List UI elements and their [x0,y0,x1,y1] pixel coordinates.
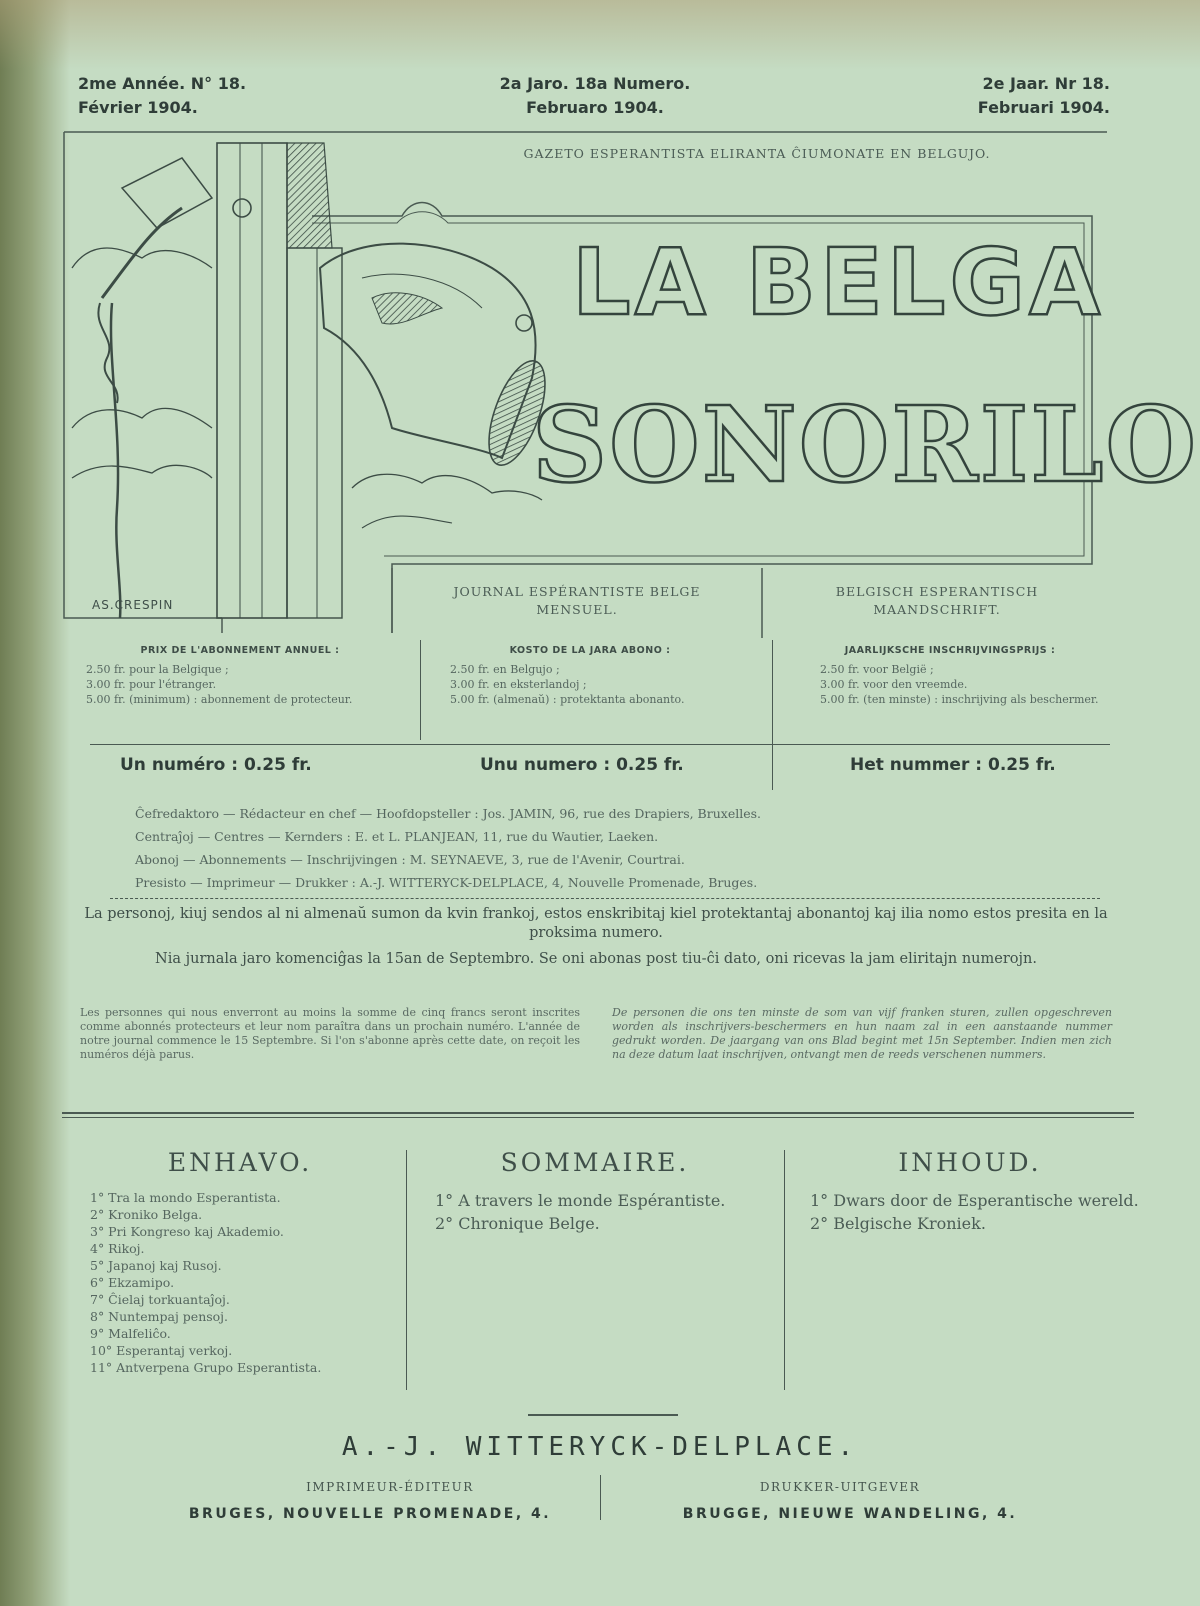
pricing-fr-line: 3.00 fr. pour l'étranger. [86,678,217,691]
toc-item: 2° Belgische Kroniek. [810,1214,986,1233]
toc-item: 10° Esperantaj verkoj. [90,1343,233,1358]
pricing-fr-line: 2.50 fr. pour la Belgique ; [86,663,229,676]
divider [62,1112,1134,1114]
subtitle-fr: JOURNAL ESPÉRANTISTE BELGE MENSUEL. [453,584,701,617]
pricing-eo-line: 3.00 fr. en eksterlandoj ; [450,678,587,691]
notice-eo-2: Nia jurnala jaro komenciĝas la 15an de Septembro. Se oni abonas post tiu-ĉi dato, oni ricevas la jam eliritajn numerojn. [155,951,1037,967]
pricing-eo-title: KOSTO DE LA JARA ABONO : [509,645,671,656]
masthead-title-line1: LA BELGA [572,229,1105,336]
pricing-nl-line: 3.00 fr. voor den vreemde. [820,678,968,691]
toc-item: 5° Japanoj kaj Rusoj. [90,1258,222,1273]
toc-item: 1° A travers le monde Espérantiste. [435,1191,726,1210]
toc-fr-list [425,1189,765,1235]
divider [62,1117,1134,1118]
column-divider [406,1150,407,1390]
binding-shadow [0,0,70,1606]
pricing-nl [790,645,1110,707]
pricing-eo-line: 5.00 fr. (almenaŭ) : protektanta abonanto. [450,693,685,706]
paper-stain [0,0,1200,70]
pricing-nl-line: 2.50 fr. voor België ; [820,663,934,676]
bell-lever [122,158,212,228]
issue-info-fr [78,72,246,120]
toc-item: 4° Rikoj. [90,1241,145,1256]
toc-nl-heading: INHOUD. [898,1148,1042,1177]
toc-eo-list [80,1189,400,1376]
toc-item: 2° Chronique Belge. [435,1214,600,1233]
toc-eo-heading: ENHAVO. [167,1148,313,1177]
toc-fr-heading: SOMMAIRE. [500,1148,690,1177]
toc-eo [80,1148,400,1376]
masthead-tagline: GAZETO ESPERANTISTA ELIRANTA ĈIUMONATE EN BELGUJO. [523,146,991,161]
column-divider [784,1150,785,1390]
single-price-eo: Unu numero : 0.25 fr. [480,755,684,775]
staff-subscriptions: Abonoj — Abonnements — Inschrijvingen : M. SEYNAEVE, 3, rue de l'Avenir, Courtrai. [135,852,685,867]
pricing-nl-line: 5.00 fr. (ten minste) : inschrijving als beschermer. [820,693,1099,706]
pricing-fr-line: 5.00 fr. (minimum) : abonnement de protecteur. [86,693,353,706]
toc-fr [425,1148,765,1235]
issue-number-fr: 2me Année. N° 18. [78,74,247,93]
issue-number-eo: 2a Jaro. 18a Numero. [499,74,691,93]
pricing-eo [430,645,750,707]
staff-printer: Presisto — Imprimeur — Drukker : A.-J. WITTERYCK-DELPLACE, 4, Nouvelle Promenade, Bruges. [135,875,758,890]
pricing-nl-title: JAARLIJKSCHE INSCHRIJVINGSPRIJS : [844,645,1056,656]
issue-date-fr: Février 1904. [78,98,198,117]
masthead [62,128,1199,638]
column-divider [600,1475,601,1520]
issue-date-nl: Februari 1904. [977,98,1110,117]
toc-item: 1° Tra la mondo Esperantista. [90,1190,281,1205]
toc-item: 11° Antverpena Grupo Esperantista. [90,1360,322,1375]
issue-date-eo: Februaro 1904. [526,98,664,117]
divider [110,898,1100,899]
artist-signature: AS.CRESPIN [92,598,174,612]
toc-item: 2° Kroniko Belga. [90,1207,203,1222]
pricing-fr-lines [80,662,400,707]
subtitle-nl: BELGISCH ESPERANTISCH MAANDSCHRIFT. [835,584,1039,617]
printer-address-nl: BRUGGE, NIEUWE WANDELING, 4. [682,1506,1018,1522]
toc-nl-list [800,1189,1140,1235]
notice-nl: De personen die ons ten minste de som van vijf franken sturen, zullen opgeschreven worden als inschrijvers-beschermers en hun naam zal in een aanstaande nummer gedrukt worden. De jaargang van ons Blad begint met 15n September. Indien men zich na deze datum laat inschrijven, ontvangt men de reeds verschenen nummers. [612,1006,1112,1061]
printer-role-nl: DRUKKER-UITGEVER [759,1480,921,1494]
single-price-nl: Het nummer : 0.25 fr. [850,755,1056,775]
printer-name: A.-J. WITTERYCK-DELPLACE. [341,1432,859,1462]
notice-eo-1: La personoj, kiuj sendos al ni almenaŭ sumon da kvin frankoj, estos enskribitaj kiel protektantaj abonantoj kaj ilia nomo estos presita en la proksima numero. [84,906,1108,941]
pricing-nl-lines [790,662,1110,707]
column-divider [420,640,421,740]
printer-role-fr: IMPRIMEUR-ÉDITEUR [306,1480,474,1494]
toc-item: 7° Ĉielaj torkuantaĵoj. [90,1292,230,1307]
divider [528,1414,678,1416]
notice-fr: Les personnes qui nous enverront au moins la somme de cinq francs seront inscrites comme abonnés protecteurs et leur nom paraîtra dans un prochain numéro. L'année de notre journal commence le 15 Septembre. Si l'on s'abonne après cette date, on reçoit les numéros déjà parus. [80,1006,580,1061]
staff-editor: Ĉefredaktoro — Rédacteur en chef — Hoofdopsteller : Jos. JAMIN, 96, rue des Drapiers, Bruxelles. [135,806,762,821]
bell-icon [320,244,556,473]
wooden-post [217,143,287,618]
staff-centres: Centraĵoj — Centres — Kernders : E. et L. PLANJEAN, 11, rue du Wautier, Laeken. [135,829,659,844]
divider [90,744,1110,745]
column-divider [772,640,773,790]
masthead-title-line2: SONORILO [532,383,1199,506]
toc-item: 3° Pri Kongreso kaj Akademio. [90,1224,284,1239]
issue-info-eo [490,72,700,120]
issue-info-nl [940,72,1110,120]
toc-item: 6° Ekzamipo. [90,1275,175,1290]
pricing-eo-line: 2.50 fr. en Belgujo ; [450,663,560,676]
toc-item: 9° Malfeliĉo. [90,1326,171,1341]
printer-address-fr: BRUGES, NOUVELLE PROMENADE, 4. [188,1506,552,1522]
pricing-fr [80,645,400,707]
single-price-fr: Un numéro : 0.25 fr. [120,755,312,775]
pricing-fr-title: PRIX DE L'ABONNEMENT ANNUEL : [140,645,340,656]
bell-rope [111,303,120,618]
toc-nl [800,1148,1140,1235]
pricing-eo-lines [430,662,750,707]
staff-list [135,802,761,894]
toc-item: 8° Nuntempaj pensoj. [90,1309,229,1324]
toc-item: 1° Dwars door de Esperantische wereld. [810,1191,1139,1210]
issue-number-nl: 2e Jaar. Nr 18. [982,74,1110,93]
